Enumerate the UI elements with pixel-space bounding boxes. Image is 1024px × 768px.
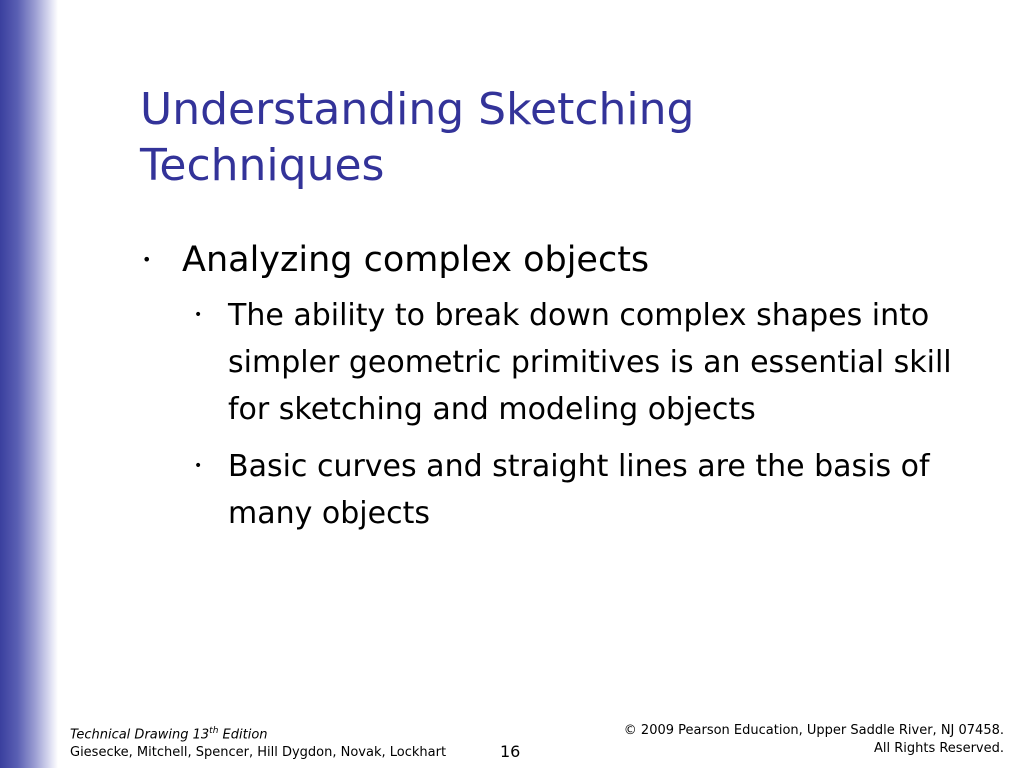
page-number: 16 — [500, 742, 521, 761]
bullet-dot-icon: • — [142, 250, 152, 269]
decorative-sidebar — [0, 0, 58, 768]
subbullet-dot-icon: • — [194, 458, 203, 474]
rights-text: All Rights Reserved. — [873, 741, 1004, 756]
bullet-item — [142, 236, 982, 284]
edition-text: Edition — [218, 727, 268, 743]
edition-superscript: th — [209, 726, 219, 736]
bullet-list — [142, 236, 982, 547]
footer-copyright — [624, 722, 1004, 758]
authors: Giesecke, Mitchell, Spencer, Hill Dygdon, Novak, Lockhart — [70, 745, 447, 761]
copyright-text: © 2009 Pearson Education, Upper Saddle River, NJ 07458. — [623, 723, 1004, 738]
book-title — [70, 722, 446, 744]
title-line-1: Understanding Sketching — [140, 84, 695, 135]
book-title-text: Technical Drawing 13 — [70, 727, 210, 743]
subbullet-list — [142, 292, 982, 537]
subbullet-text: The ability to break down complex shapes into simpler geometric primitives is an essential skill for sketching and modeling objects — [228, 298, 952, 427]
subbullet-text: Basic curves and straight lines are the basis of many objects — [228, 449, 930, 531]
subbullet-item — [142, 292, 982, 433]
subbullet-item — [142, 443, 982, 537]
title-line-2: Techniques — [140, 140, 385, 191]
slide-title — [140, 82, 960, 194]
bullet-text: Analyzing complex objects — [182, 240, 650, 280]
subbullet-dot-icon: • — [194, 307, 203, 323]
footer-citation — [70, 722, 446, 762]
